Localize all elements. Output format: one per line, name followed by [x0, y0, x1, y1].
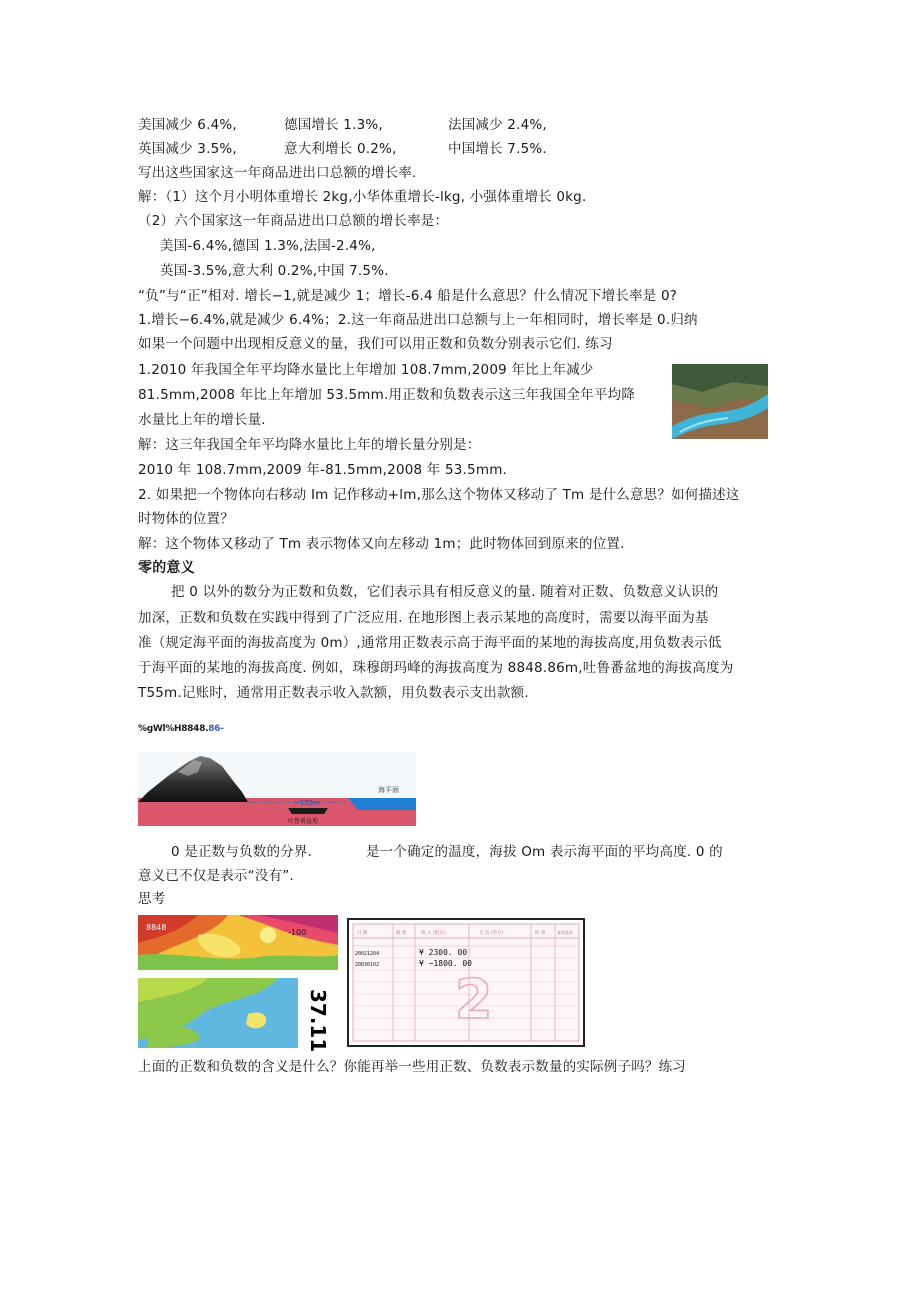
- country-de: 德国增长 1.3%,: [284, 117, 383, 133]
- depth-label: −155m: [294, 799, 321, 807]
- section-heading: 零的意义: [138, 560, 195, 576]
- exercise-2a: 2. 如果把一个物体向右移动 Im 记作移动+lm,那么这个物体又移动了 Tm 是什么意思？如何描述这: [138, 487, 740, 503]
- ledger-row2-date: 20030102: [355, 962, 380, 968]
- para-line-2: 加深，正数和负数在实践中得到了广泛应用. 在地形图上表示某地的高度时，需要以海平面为基: [138, 610, 709, 626]
- negative-positive-2: 1.增长−6.4%,就是减少 6.4%；2.这一年商品进出口总额与上一年相同时，增长率是 0.归纳: [138, 312, 698, 328]
- zero-line-1a: 0 是正数与负数的分界.: [171, 844, 313, 860]
- zero-line-2: 意义已不仅是表示“没有”.: [138, 868, 294, 884]
- answer-2: 解：这个物体又移动了 Tm 表示物体又向左移动 1m；此时物体回到原来的位置.: [138, 536, 625, 552]
- ledger-header-date: 日 期: [357, 931, 368, 936]
- write-prompt: 写出这些国家这一年商品进出口总额的增长率.: [138, 165, 417, 181]
- sea-level-label: 海平面: [378, 786, 399, 794]
- exercise-1b: 81.5mm,2008 年比上年增加 53.5mm.用正数和负数表示这三年我国全年平均降: [138, 387, 636, 403]
- ledger-row2-amount: ¥ −1800. 00: [419, 959, 472, 968]
- solution-1: 解：（1）这个月小明体重增长 2kg,小华体重增长-lkg, 小强体重增长 0kg.: [138, 189, 587, 205]
- para-line-3: 准（规定海平面的海拔高度为 0m）,通常用正数表示高于海平面的某地的海拔高度,用负数表示低: [138, 635, 722, 651]
- heatmap-label-a: 8848: [146, 923, 167, 932]
- ledger-page-number: 2: [455, 968, 493, 1031]
- garbled-caption-a: %gWl%H8848.: [138, 724, 209, 734]
- para-line-4: 于海平面的某地的海拔高度. 例如，珠穆朗玛峰的海拔高度为 8848.86m,吐鲁番盆地的海拔高度为: [138, 660, 734, 676]
- ledger-header-expense: 支 出 (贷方): [479, 931, 504, 936]
- zero-line-1b: 是一个确定的温度，海拔 Om 表示海平面的平均高度. 0 的: [366, 844, 723, 860]
- rate-list-2: 英国-3.5%,意大利 0.2%,中国 7.5%.: [160, 263, 389, 279]
- para-line-5: T55m.记账时，通常用正数表示收入款额，用负数表示支出款额.: [138, 685, 529, 701]
- exercise-1a: 1.2010 年我国全年平均降水量比上年增加 108.7mm,2009 年比上年减少: [138, 362, 594, 378]
- ledger-header-summary: 摘 要: [396, 931, 407, 936]
- garbled-caption: [138, 719, 224, 739]
- river-photo: [672, 364, 768, 439]
- exercise-2b: 时物体的位置？: [138, 511, 234, 527]
- solution-2: （2）六个国家这一年商品进出口总额的增长率是：: [138, 213, 449, 229]
- ledger-header-income: 收 入 (借方): [421, 931, 446, 936]
- heatmap-label-b: -100: [288, 928, 307, 937]
- country-fr: 法国减少 2.4%,: [448, 117, 547, 133]
- country-uk: 英国减少 3.5%,: [138, 141, 237, 157]
- garbled-caption-b: 86-: [208, 724, 224, 734]
- country-it: 意大利增长 0.2%,: [284, 141, 397, 157]
- coast-map: [138, 978, 298, 1048]
- country-us: 美国减少 6.4%,: [138, 117, 237, 133]
- heatmap-top: [138, 915, 338, 970]
- exercise-1c: 水量比上年的增长量.: [138, 412, 266, 428]
- answer-1b: 2010 年 108.7mm,2009 年-81.5mm,2008 年 53.5mm.: [138, 462, 508, 478]
- summary-line: 如果一个问题中出现相反意义的量，我们可以用正数和负数分别表示它们. 练习: [138, 336, 613, 352]
- rate-list-1: 美国-6.4%,德国 1.3%,法国-2.4%,: [160, 238, 376, 254]
- negative-positive-1: “负”与“正”相对. 增长−1,就是减少 1；增长-6.4 船是什么意思？什么情况下增长率是 0?: [138, 288, 678, 304]
- country-cn: 中国增长 7.5%.: [448, 141, 547, 157]
- ledger-image: [347, 918, 585, 1047]
- ledger-header-balance: 结 余: [535, 931, 546, 936]
- ledger-header-stamp: 复核盖章: [557, 930, 573, 935]
- think-heading: 思考: [138, 891, 166, 907]
- vertical-fragment-text: 37.11: [306, 989, 330, 1053]
- vertical-fragment: [296, 985, 330, 1053]
- para-line-1: 把 0 以外的数分为正数和负数，它们表示具有相反意义的量. 随着对正数、负数意义认识的: [171, 584, 719, 600]
- closing-question: 上面的正数和负数的含义是什么？你能再举一些用正数、负数表示数量的实际例子吗？练习: [138, 1059, 686, 1075]
- ledger-row1-amount: ¥ 2300. 00: [419, 948, 468, 957]
- answer-1a: 解：这三年我国全年平均降水量比上年的增长量分别是：: [138, 437, 481, 453]
- basin-label: 吐鲁番盆地: [288, 818, 319, 825]
- elevation-figure: [138, 752, 416, 826]
- ledger-row1-date: 20021204: [355, 951, 380, 957]
